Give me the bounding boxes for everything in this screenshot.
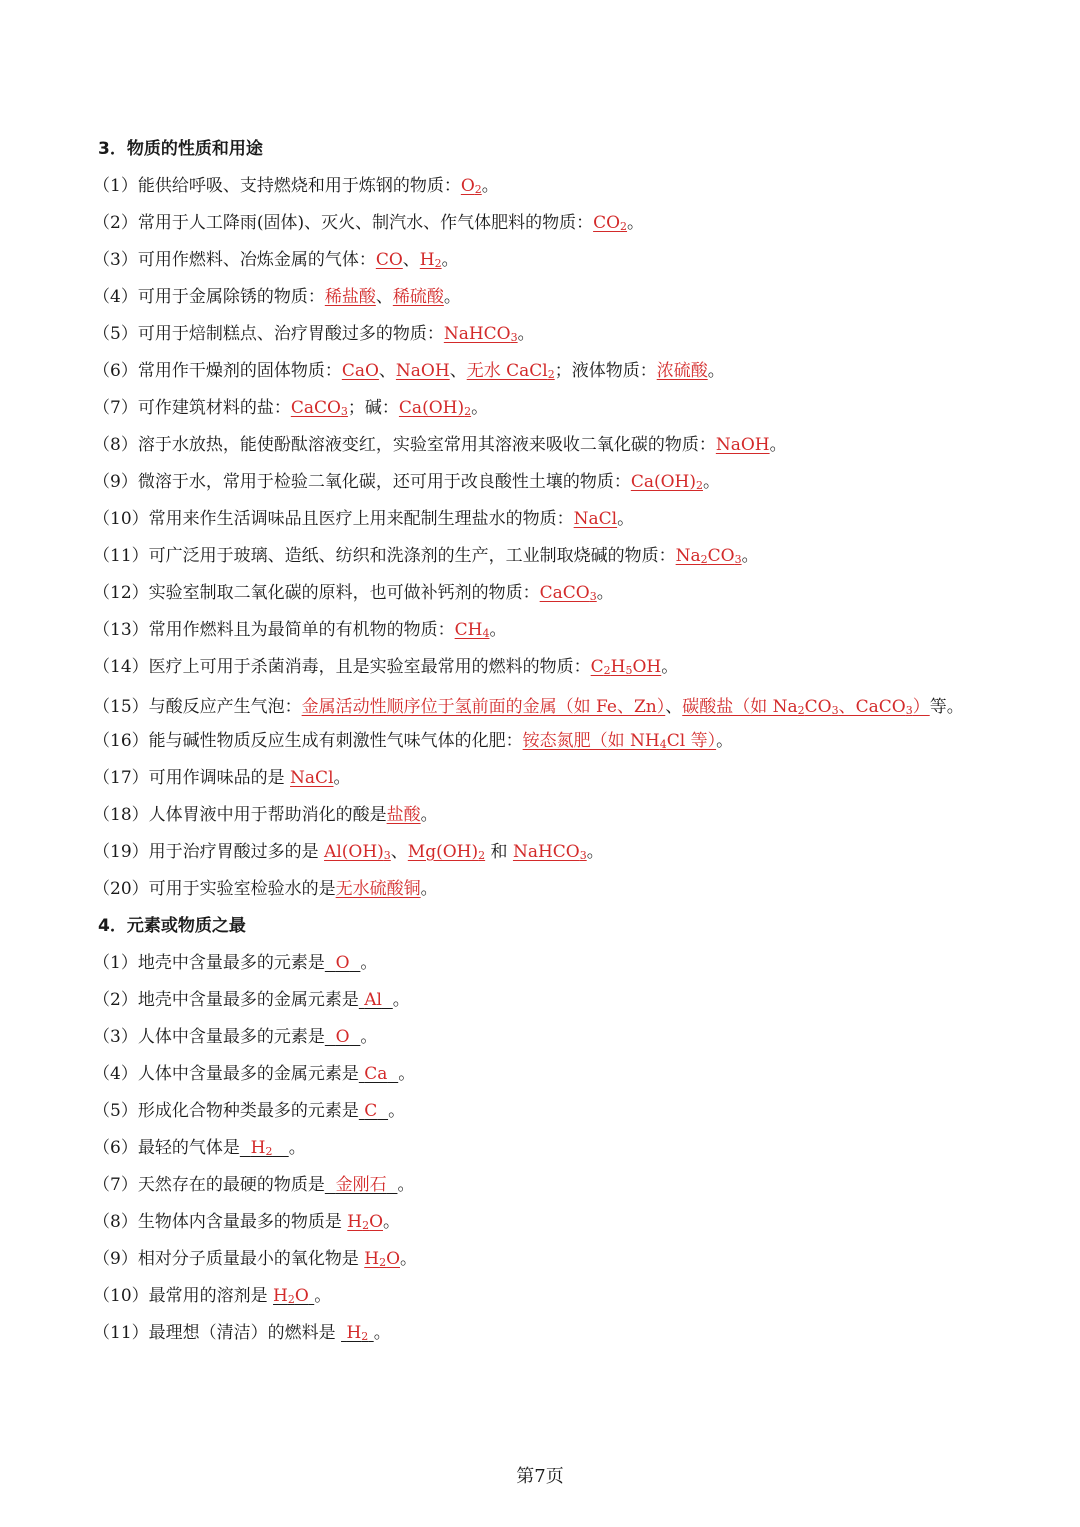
answer: CO: [375, 250, 403, 270]
answer: $C_2H_5OH$: [590, 657, 662, 677]
list-item: （11）最理想（清洁）的燃料是 $H_2$ 。: [93, 1323, 391, 1343]
list-item: （20）可用于实验室检验水的是无水硫酸铜。: [93, 879, 438, 899]
list-item: （9）微溶于水，常用于检验二氧化碳，还可用于改良酸性土壤的物质：$Ca(OH)_2$。: [93, 472, 720, 492]
answer: 无水 CaCl$_2$: [466, 361, 555, 381]
answer-blank: $H_2$: [346, 1323, 369, 1343]
list-item: （2）常用于人工降雨(固体)、灭火、制汽水、作气体肥料的物质：$CO_2$。: [93, 213, 645, 233]
list-item: （2）地壳中含量最多的金属元素是 Al 。: [93, 990, 410, 1010]
answer: $Ca(OH)_2$: [630, 472, 703, 492]
list-item: （3）人体中含量最多的元素是 O 。: [93, 1027, 378, 1047]
list-item: （7）天然存在的最硬的物质是 金刚石 。: [93, 1175, 415, 1195]
answer-blank: 金刚石: [335, 1175, 387, 1195]
answer: NaHCO$_3$: [512, 842, 587, 862]
list-item: （3）可用作燃料、冶炼金属的气体：CO、$H_2$。: [93, 250, 459, 270]
section-heading-properties: 3．物质的性质和用途: [98, 139, 263, 159]
answer: $Ca(OH)_2$: [398, 398, 472, 418]
list-item: （5）可用于焙制糕点、治疗胃酸过多的物质：NaHCO$_3$。: [93, 324, 535, 344]
list-item: （14）医疗上可用于杀菌消毒，且是实验室最常用的燃料的物质：$C_2H_5OH$。: [93, 657, 679, 677]
list-item: （16）能与碱性物质反应生成有刺激性气味气体的化肥：铵态氮肥（如 $NH_4Cl$ 等）。: [93, 731, 734, 751]
answer-blank: Al: [364, 990, 382, 1010]
list-item: （8）溶于水放热，能使酚酞溶液变红，实验室常用其溶液来吸收二氧化碳的物质：NaOH。: [93, 435, 787, 455]
list-item: （10）最常用的溶剂是 $H_2O$ 。: [93, 1286, 332, 1306]
answer: 盐酸: [386, 805, 421, 825]
list-item: （13）常用作燃料且为最简单的有机物的物质：$CH_4$。: [93, 620, 507, 640]
list-item: （8）生物体内含量最多的物质是 $H_2O$。: [93, 1212, 400, 1232]
answer-blank: O: [335, 953, 350, 973]
list-item: （6）常用作干燥剂的固体物质：CaO、NaOH、无水 CaCl$_2$；液体物质：浓硫酸。: [93, 361, 725, 381]
answer: 金属活动性顺序位于氢前面的金属（如 Fe、Zn）: [301, 697, 666, 717]
answer-blank: O: [335, 1027, 350, 1047]
answer: NaOH: [715, 435, 770, 455]
list-item: （4）人体中含量最多的金属元素是 Ca 。: [93, 1064, 416, 1084]
list-item: （1）地壳中含量最多的元素是 O 。: [93, 953, 378, 973]
answer-blank: $H_2$: [250, 1138, 273, 1158]
answer: NaHCO$_3$: [443, 324, 518, 344]
list-item: （11）可广泛用于玻璃、造纸、纺织和洗涤剂的生产，工业制取烧碱的物质：$Na_2CO_3$。: [93, 546, 759, 566]
answer: 稀硫酸: [392, 287, 444, 307]
list-item: （6）最轻的气体是 $H_2$ 。: [93, 1138, 306, 1158]
answer: $H_2$: [419, 250, 442, 270]
list-item: （12）实验室制取二氧化碳的原料，也可做补钙剂的物质：CaCO$_3$。: [93, 583, 614, 603]
answer: $H_2O$: [364, 1249, 400, 1269]
answer: $CO_2$: [593, 213, 628, 233]
answer: $Al(OH)_3$: [324, 842, 391, 862]
answer: 浓硫酸: [656, 361, 708, 381]
list-item: （1）能供给呼吸、支持燃烧和用于炼钢的物质：$O_2$。: [93, 176, 499, 196]
answer: $H_2O$: [347, 1212, 383, 1232]
list-item: （17）可用作调味品的是 NaCl。: [93, 768, 351, 788]
answer: 碳酸盐（如 $Na_2CO_3$、CaCO$_3$）: [682, 697, 930, 717]
list-item: （19）用于治疗胃酸过多的是 $Al(OH)_3$、$Mg(OH)_2$ 和 NaHCO$_3$。: [93, 842, 604, 862]
answer-blank: Ca: [364, 1064, 388, 1084]
page-content: [93, 134, 998, 1355]
answer: 无水硫酸铜: [335, 879, 421, 899]
answer: CaO: [341, 361, 379, 381]
list-item: （9）相对分子质量最小的氧化物是 $H_2O$。: [93, 1249, 417, 1269]
answer: NaCl: [290, 768, 334, 788]
list-item: （5）形成化合物种类最多的元素是 C 。: [93, 1101, 406, 1121]
list-item: （7）可作建筑材料的盐：CaCO$_3$；碱：$Ca(OH)_2$。: [93, 398, 489, 418]
answer-blank: $H_2O$: [273, 1286, 309, 1306]
answer: CaCO$_3$: [539, 583, 597, 603]
page-number: 第7页: [516, 1466, 564, 1487]
answer-blank: C: [364, 1101, 378, 1121]
list-item: （4）可用于金属除锈的物质：稀盐酸、稀硫酸。: [93, 287, 461, 307]
list-item: （18）人体胃液中用于帮助消化的酸是盐酸。: [93, 805, 438, 825]
answer: 铵态氮肥（如 $NH_4Cl$ 等）: [522, 731, 717, 751]
answer: CaCO$_3$: [290, 398, 348, 418]
answer: NaCl: [573, 509, 618, 529]
list-item: （10）常用来作生活调味品且医疗上用来配制生理盐水的物质：NaCl。: [93, 509, 635, 529]
answer: $Na_2CO_3$: [675, 546, 742, 566]
answer: $O_2$: [460, 176, 482, 196]
answer: 稀盐酸: [324, 287, 376, 307]
list-item: （15）与酸反应产生气泡：金属活动性顺序位于氢前面的金属（如 Fe、Zn）、碳酸盐（如 $Na_2CO_3$、CaCO$_3$）等。: [93, 697, 964, 717]
answer: NaOH: [395, 361, 450, 381]
answer: $Mg(OH)_2$: [407, 842, 486, 862]
answer: $CH_4$: [454, 620, 490, 640]
section-heading-superlatives: 4．元素或物质之最: [98, 916, 246, 936]
